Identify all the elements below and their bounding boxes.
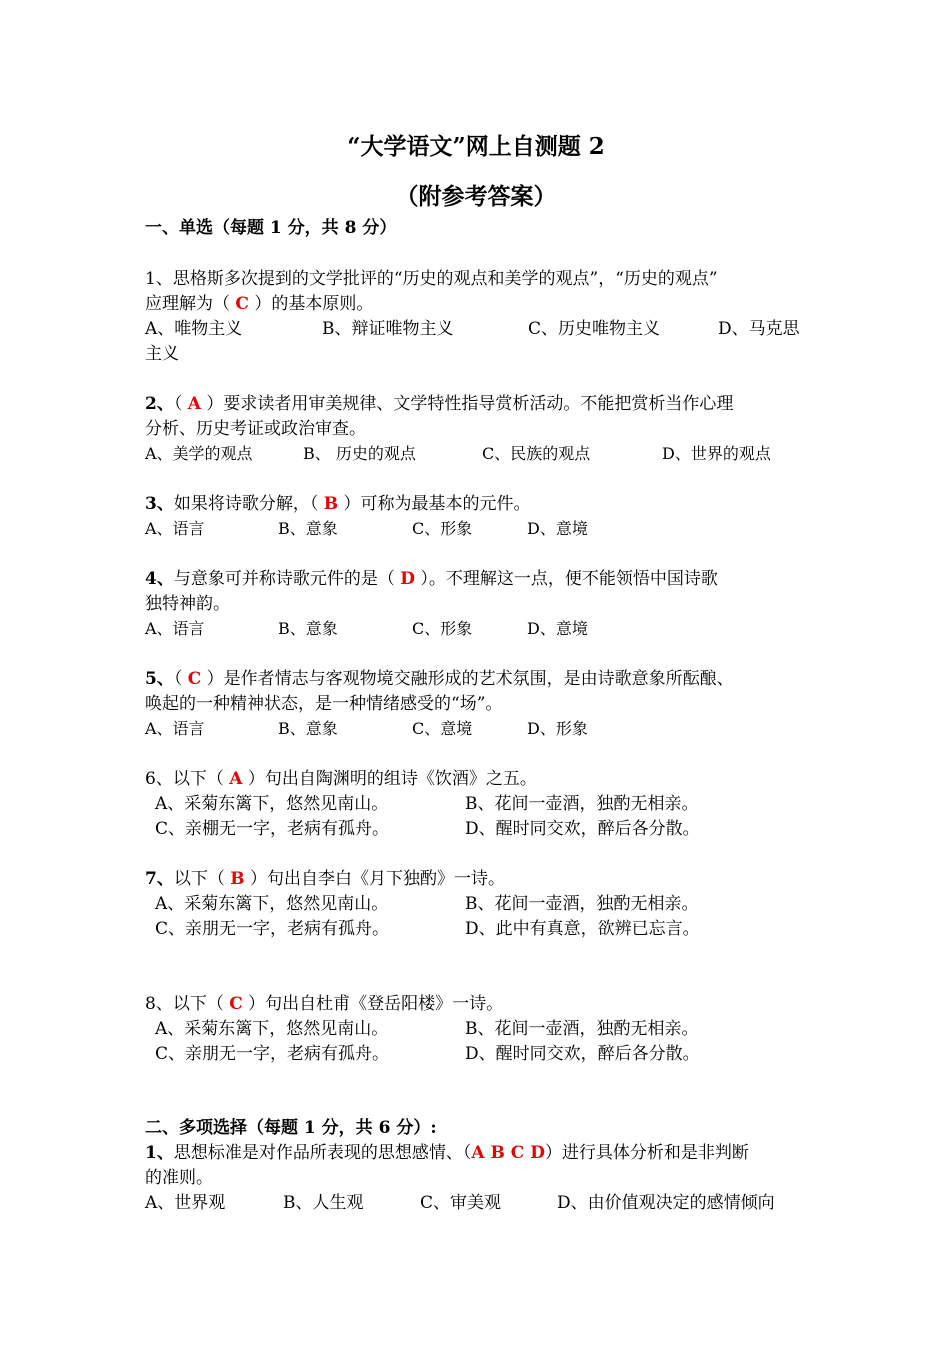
q5-text-pre: （	[173, 669, 188, 689]
q4-option-d: D、意境	[527, 619, 588, 638]
q2-option-a: A、美学的观点	[145, 444, 253, 463]
q6-option-d: D、醒时同交欢，醉后各分散。	[465, 819, 700, 839]
q5-option-a: A、语言	[145, 719, 205, 738]
q1-line2	[145, 293, 373, 315]
q5-number: 5、	[145, 669, 174, 689]
q3-answer: B	[323, 494, 339, 514]
section-2-heading: 二、多项选择（每题 1 分，共 6 分）:	[145, 1118, 437, 1138]
s2-q1-option-c: C、审美观	[420, 1193, 502, 1213]
q5-option-c: C、意境	[412, 719, 473, 738]
q3-text-pre: 如果将诗歌分解，（	[173, 494, 324, 514]
q2-line2: 分析、历史考证或政治审查。	[145, 419, 366, 439]
q1-line1: 1、思格斯多次提到的文学批评的“历史的观点和美学的观点”，“历史的观点”	[145, 269, 718, 289]
q8-text-pre: 8、以下（	[145, 994, 230, 1014]
q8-answer: C	[229, 994, 243, 1014]
q7-number: 7、	[145, 869, 174, 889]
q7-answer: B	[230, 869, 245, 889]
q8-line1	[145, 993, 503, 1015]
q2-option-c: C、民族的观点	[482, 444, 591, 463]
q6-answer: A	[229, 769, 243, 789]
q4-option-a: A、语言	[145, 619, 205, 638]
q2-number: 2、	[145, 394, 174, 414]
q3-line1	[145, 493, 531, 515]
q4-option-c: C、形象	[412, 619, 473, 638]
q1-text-post: ）的基本原则。	[248, 294, 374, 314]
q4-line2: 独特神韵。	[145, 594, 230, 614]
s2-q1-line1	[145, 1142, 749, 1164]
section-1-heading: 一、单选（每题 1 分，共 8 分）	[145, 218, 397, 238]
q5-answer: C	[187, 669, 202, 689]
q1-option-d-cont: 主义	[145, 344, 179, 364]
q3-option-d: D、意境	[527, 519, 588, 538]
q3-option-c: C、形象	[412, 519, 473, 538]
q2-text-pre: （	[173, 394, 188, 414]
q4-text-pre: 与意象可并称诗歌元件的是（	[173, 569, 401, 589]
q4-line1	[145, 568, 718, 590]
q7-option-c: C、亲朋无一字，老病有孤舟。	[155, 919, 390, 939]
q4-number: 4、	[145, 569, 174, 589]
document-subtitle: （附参考答案）	[395, 183, 557, 210]
q2-text-post: ）要求读者用审美规律、文学特性指导赏析活动。不能把赏析当作心理	[200, 394, 734, 414]
q7-option-d: D、此中有真意，欲辨已忘言。	[465, 919, 700, 939]
q3-option-b: B、意象	[278, 519, 338, 538]
q1-option-d: D、马克思	[718, 319, 800, 339]
q6-text-pre: 6、以下（	[145, 769, 230, 789]
q2-option-d: D、世界的观点	[662, 444, 771, 463]
q8-text-post: ）句出自杜甫《登岳阳楼》一诗。	[242, 994, 504, 1014]
s2-q1-number: 1、	[145, 1143, 174, 1163]
s2-q1-option-a: A、世界观	[145, 1193, 226, 1213]
q5-line2: 唤起的一种精神状态，是一种情绪感受的“场”。	[145, 694, 503, 714]
q5-option-b: B、意象	[278, 719, 338, 738]
q7-text-pre: 以下（	[173, 869, 231, 889]
q3-text-post: ）可称为最基本的元件。	[338, 494, 531, 514]
q1-text-pre: 应理解为（	[145, 294, 236, 314]
q8-option-a: A、采菊东篱下，悠然见南山。	[155, 1019, 389, 1039]
q4-text-post: ）。不理解这一点，便不能领悟中国诗歌	[415, 569, 718, 589]
s2-q1-text-post: ）进行具体分析和是非判断	[544, 1143, 749, 1163]
q6-option-a: A、采菊东篱下，悠然见南山。	[155, 794, 389, 814]
q2-option-b: B、 历史的观点	[303, 444, 416, 463]
q4-option-b: B、意象	[278, 619, 338, 638]
q7-option-a: A、采菊东篱下，悠然见南山。	[155, 894, 389, 914]
q8-option-c: C、亲朋无一字，老病有孤舟。	[155, 1044, 390, 1064]
q7-line1	[145, 868, 505, 890]
q7-option-b: B、花间一壶酒，独酌无相亲。	[465, 894, 699, 914]
s2-q1-line2: 的准则。	[145, 1168, 213, 1188]
q6-line1	[145, 768, 537, 790]
q1-option-b: B、辩证唯物主义	[322, 319, 454, 339]
q6-option-c: C、亲棚无一字，老病有孤舟。	[155, 819, 390, 839]
q2-line1	[145, 393, 733, 415]
s2-q1-answer: A B C D	[471, 1143, 545, 1163]
q5-text-post: ）是作者情志与客观物境交融形成的艺术氛围，是由诗歌意象所酝酿、	[201, 669, 734, 689]
q8-option-d: D、醒时同交欢，醉后各分散。	[465, 1044, 700, 1064]
q7-text-post: ）句出自李白《月下独酌》一诗。	[244, 869, 506, 889]
q1-option-a: A、唯物主义	[145, 319, 243, 339]
q3-number: 3、	[145, 494, 174, 514]
q3-option-a: A、语言	[145, 519, 205, 538]
q6-text-post: ）句出自陶渊明的组诗《饮酒》之五。	[242, 769, 537, 789]
s2-q1-option-d: D、由价值观决定的感情倾向	[557, 1193, 775, 1213]
q1-answer: C	[235, 294, 249, 314]
s2-q1-option-b: B、人生观	[283, 1193, 364, 1213]
q1-option-c: C、历史唯物主义	[528, 319, 661, 339]
document-title: “大学语文”网上自测题 2	[347, 133, 605, 160]
q4-answer: D	[400, 569, 415, 589]
q5-line1	[145, 668, 734, 690]
q8-option-b: B、花间一壶酒，独酌无相亲。	[465, 1019, 699, 1039]
q5-option-d: D、形象	[527, 719, 588, 738]
s2-q1-text-pre: 思想标准是对作品所表现的思想感情、（	[173, 1143, 472, 1163]
q2-answer: A	[187, 394, 201, 414]
q6-option-b: B、花间一壶酒，独酌无相亲。	[465, 794, 699, 814]
